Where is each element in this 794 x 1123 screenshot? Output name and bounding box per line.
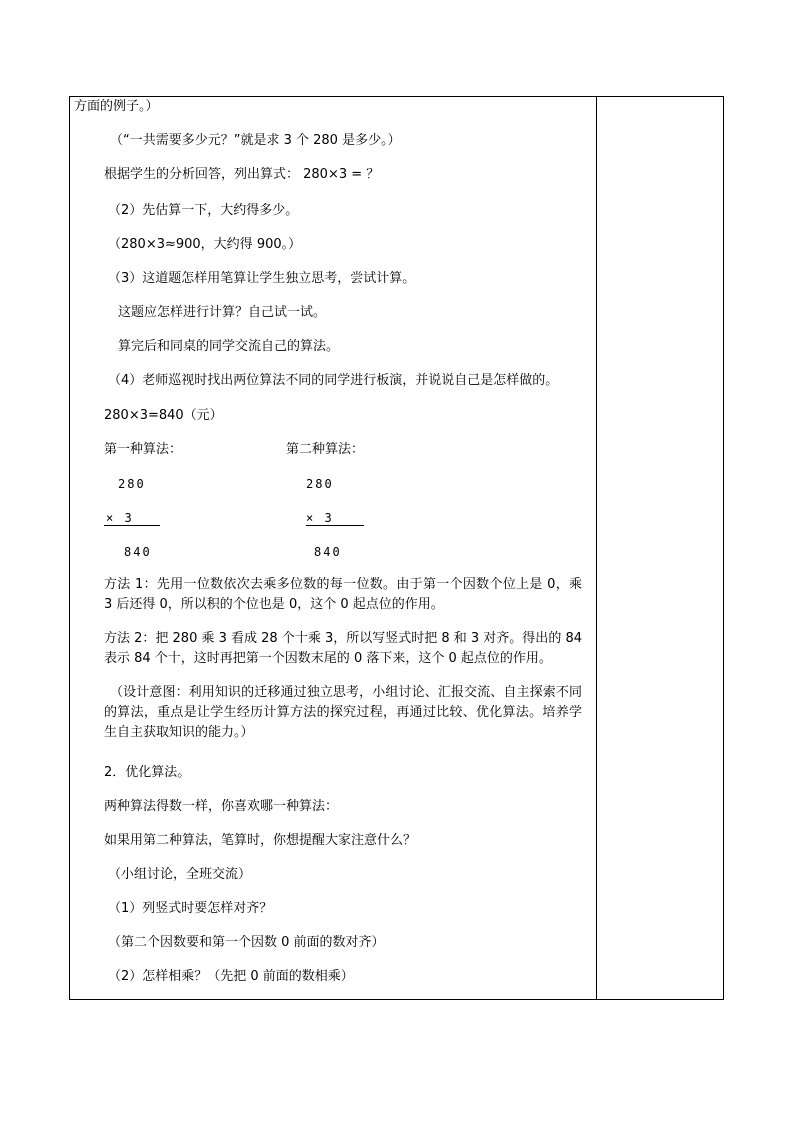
method-2-title: 第二种算法： — [286, 442, 365, 457]
design-intent-note: （设计意图：利用知识的迁移通过独立思考，小组讨论、汇报交流、自主探索不同的算法，重点是让学生经历计算方法的探究过程，再通过比较、优化算法。培养学生自主获取知识的能力。） — [104, 685, 582, 740]
method-2-multiplier: × 3 — [306, 511, 334, 525]
notes-cell — [597, 97, 723, 999]
method-1-product: 840 — [124, 545, 152, 559]
method-1-multiplicand: 280 — [118, 477, 146, 491]
text-line: （280×3≈900，大约得 900。） — [108, 237, 302, 252]
method-2-product: 840 — [314, 545, 342, 559]
text-line: 两种算法得数一样，你喜欢哪一种算法： — [104, 799, 339, 814]
text-line: （1）列竖式时要怎样对齐？ — [108, 901, 273, 916]
text-line: （4）老师巡视时找出两位算法不同的同学进行板演，并说说自己是怎样做的。 — [108, 373, 559, 388]
method-1-title: 第一种算法： — [104, 442, 183, 457]
text-line: （3）这道题怎样用笔算让学生独立思考，尝试计算。 — [108, 271, 416, 286]
text-line: 这题应怎样进行计算？自己试一试。 — [118, 305, 327, 320]
text-line: （第二个因数要和第一个因数 0 前面的数对齐） — [108, 935, 385, 950]
text-line: 280×3=840（元） — [104, 408, 223, 423]
text-line: 方面的例子。） — [74, 99, 159, 114]
text-line: （2）先估算一下，大约得多少。 — [108, 203, 299, 218]
lesson-content-cell — [70, 97, 597, 999]
text-line: 2．优化算法。 — [104, 765, 191, 780]
text-line: 根据学生的分析回答，列出算式： 280×3 = ？ — [104, 167, 380, 182]
text-line: （小组讨论，全班交流） — [108, 867, 252, 882]
method-1-underline — [104, 525, 160, 526]
method-2-multiplicand: 280 — [306, 477, 334, 491]
text-line: 如果用第二种算法，笔算时，你想提醒大家注意什么？ — [104, 833, 417, 848]
method-1-multiplier: × 3 — [106, 511, 134, 525]
text-line: （“一共需要多少元？”就是求 3 个 280 是多少。） — [110, 133, 401, 148]
text-line: （2）怎样相乘？（先把 0 前面的数相乘） — [108, 969, 354, 984]
method-2-explanation: 方法 2：把 280 乘 3 看成 28 个十乘 3，所以写竖式时把 8 和 3 对齐。得出的 84 表示 84 个十，这时再把第一个因数末尾的 0 落下来，这个 0 起点位的作用。 — [104, 631, 582, 666]
lesson-table — [69, 96, 724, 1000]
method-1-explanation: 方法 1：先用一位数依次去乘多位数的每一位数。由于第一个因数个位上是 0，乘 3 后还得 0，所以积的个位也是 0，这个 0 起点位的作用。 — [104, 577, 582, 612]
method-2-underline — [306, 525, 364, 526]
text-line: 算完后和同桌的同学交流自己的算法。 — [118, 339, 340, 354]
